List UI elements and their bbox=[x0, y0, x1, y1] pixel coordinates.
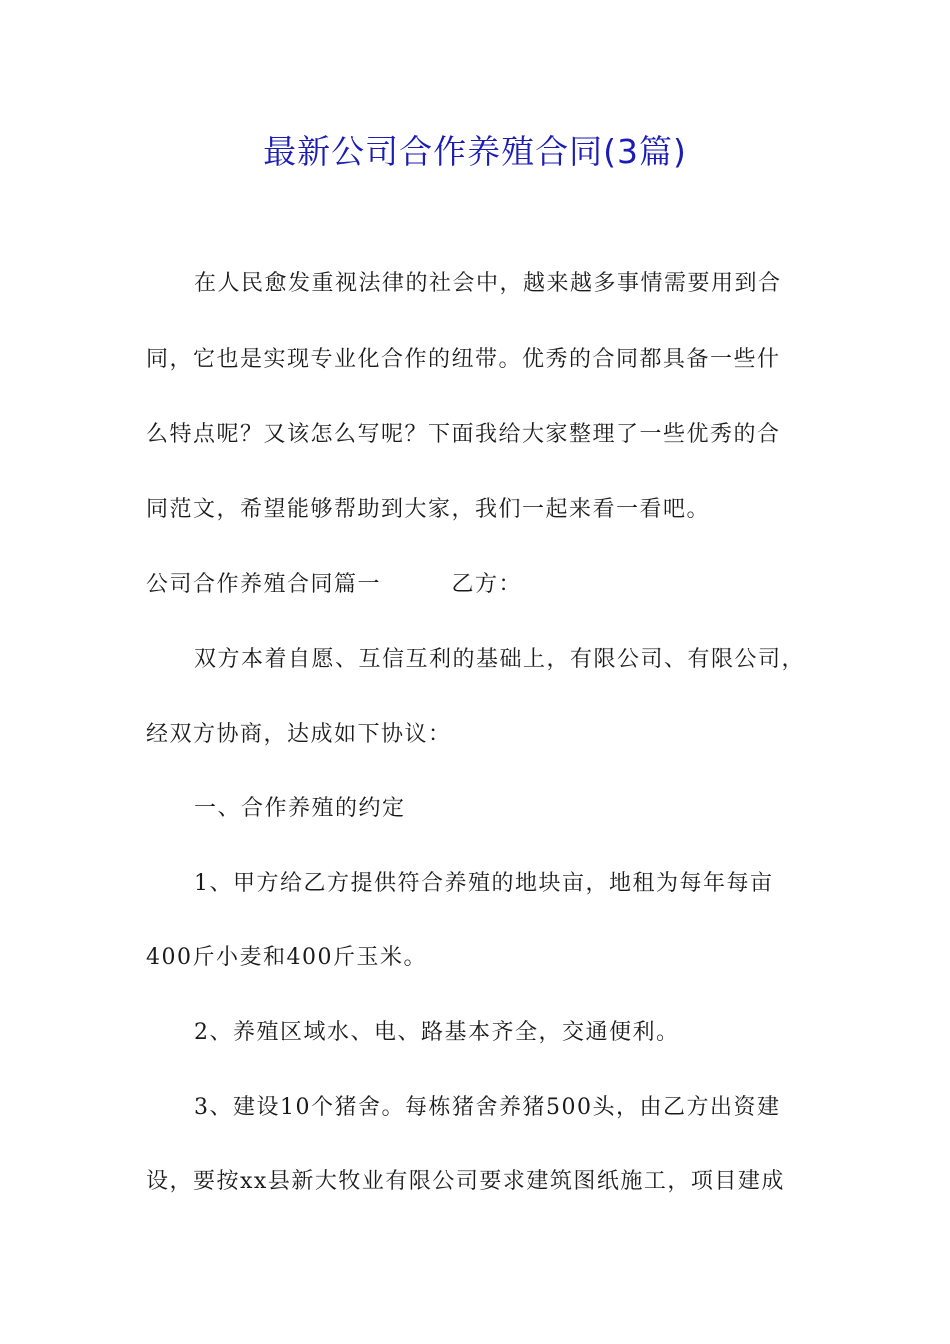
body-line: 设，要按xx县新大牧业有限公司要求建筑图纸施工，项目建成 bbox=[146, 1169, 785, 1194]
body-line: 同范文，希望能够帮助到大家，我们一起来看一看吧。 bbox=[146, 497, 711, 522]
section-heading-line: 公司合作养殖合同篇一 乙方： bbox=[146, 572, 523, 597]
clause-item: 1、甲方给乙方提供符合养殖的地块亩，地租为每年每亩 bbox=[194, 871, 774, 896]
body-line: 400斤小麦和400斤玉米。 bbox=[146, 945, 427, 970]
body-line: 同，它也是实现专业化合作的纽带。优秀的合同都具备一些什 bbox=[146, 347, 781, 372]
document-title: 最新公司合作养殖合同(3篇) bbox=[263, 132, 687, 171]
clause-heading: 一、合作养殖的约定 bbox=[194, 796, 406, 821]
body-line: 么特点呢？又该怎么写呢？下面我给大家整理了一些优秀的合 bbox=[146, 422, 781, 447]
clause-item: 3、建设10个猪舍。每栋猪舍养猪500头，由乙方出资建 bbox=[194, 1095, 781, 1120]
body-line: 在人民愈发重视法律的社会中，越来越多事情需要用到合 bbox=[194, 271, 782, 296]
clause-item: 2、养殖区域水、电、路基本齐全，交通便利。 bbox=[194, 1020, 680, 1045]
body-line: 经双方协商，达成如下协议： bbox=[146, 722, 452, 747]
body-line: 双方本着自愿、互信互利的基础上，有限公司、有限公司， bbox=[194, 647, 806, 672]
